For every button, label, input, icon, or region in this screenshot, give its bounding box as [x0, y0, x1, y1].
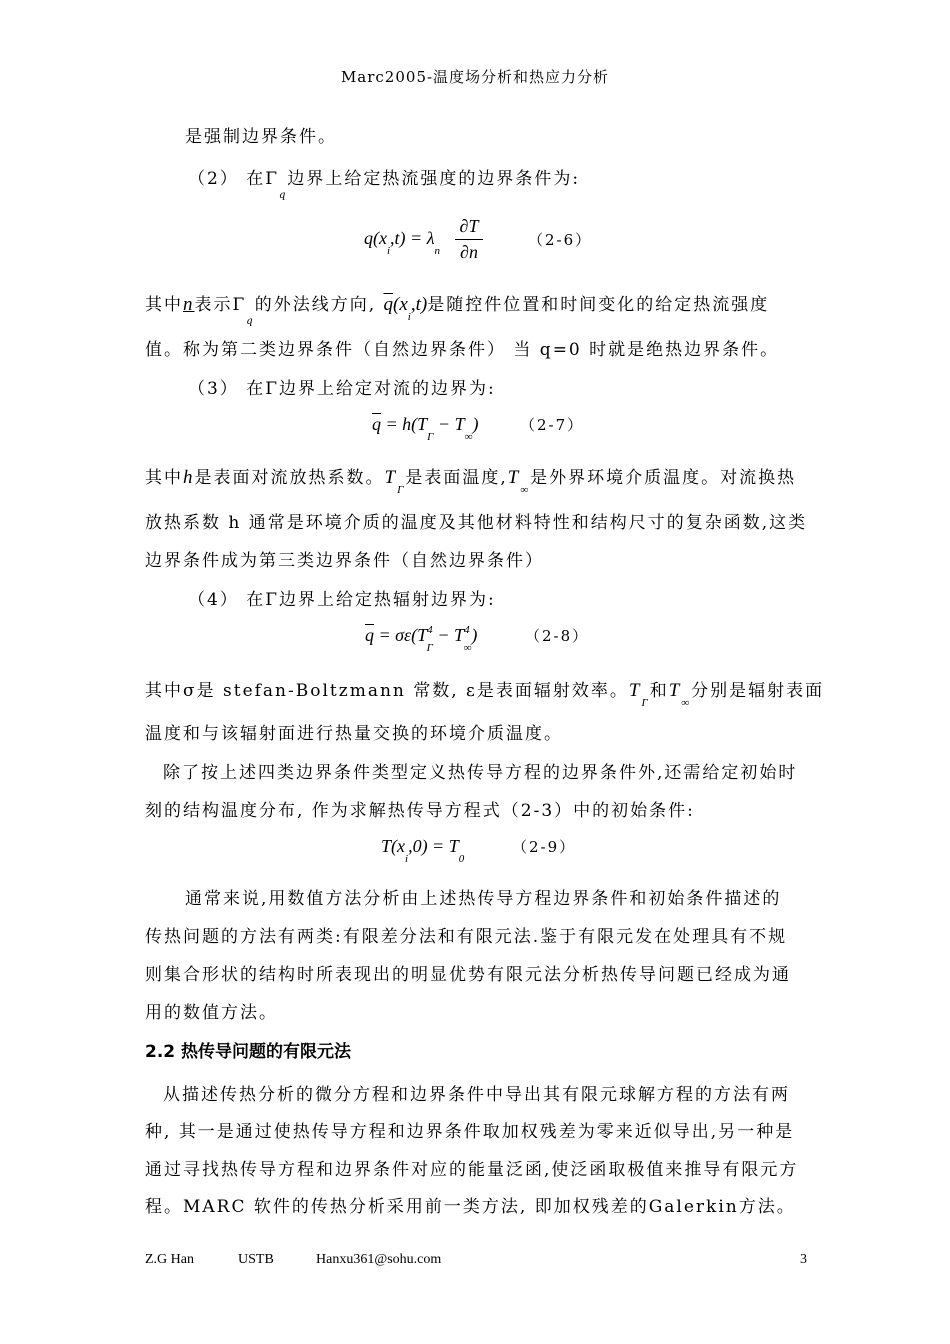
footer-org: USTB — [238, 1252, 274, 1267]
text-line: 通常来说,用数值方法分析由上述热传导方程边界条件和初始条件描述的 — [185, 889, 782, 909]
text-line: 其中n表示$\Gamma_q$的外法线方向, $\overline{q}(x_i,t)$是随控件位置和时间变化的给定热流强度 — [145, 294, 770, 327]
footer-email: Hanxu361@sohu.com — [316, 1252, 442, 1267]
fraction-denominator: ∂n — [460, 242, 478, 262]
text-span: 边界上给定热流强度的边界条件为: — [287, 169, 581, 189]
equation-number: （2-9） — [512, 838, 577, 856]
text-line: 是强制边界条件。 — [185, 127, 337, 147]
text-line: （3） 在Γ边界上给定对流的边界为: — [188, 379, 496, 399]
text-span: 和 — [649, 681, 669, 701]
text-span: 是外界环境介质温度。对流换热 — [530, 468, 797, 488]
text-span: 其中 — [145, 295, 183, 315]
footer-author: Z.G Han — [145, 1252, 194, 1267]
text-line: 则集合形状的结构时所表现出的明显优势有限元法分析热传导问题已经成为通 — [145, 965, 791, 985]
footer-page-number: 3 — [800, 1252, 807, 1267]
text-span: 其中σ是 stefan-Boltzmann 常数, ε是表面辐射效率。 — [145, 681, 629, 701]
text-span: 的外法线方向, — [254, 295, 377, 315]
text-line: 刻的结构温度分布, 作为求解热传导方程式（2-3）中的初始条件: — [145, 801, 695, 821]
text-line: 用的数值方法。 — [145, 1003, 278, 1023]
text-line: （2） 在$\Gamma_q$边界上给定热流强度的边界条件为: — [188, 169, 581, 201]
text-line: 边界条件成为第三类边界条件（自然边界条件） — [145, 551, 544, 571]
text-span: 是表面对流放热系数。 — [194, 468, 385, 488]
text-line: 其中h是表面对流放热系数。$T_\Gamma$是表面温度$,T_\infty$是外界环境介质温度。对流换热 — [145, 467, 797, 496]
equation-number: （2-7） — [520, 416, 585, 434]
text-line: 其中σ是 stefan-Boltzmann 常数, ε是表面辐射效率。$T_\Gamma$和$T_\infty$分别是辐射表面 — [145, 680, 825, 709]
fraction-numerator: ∂T — [459, 216, 479, 236]
equation-number: （2-8） — [525, 627, 590, 645]
text-line: 值。称为第二类边界条件（自然边界条件） 当 q=0 时就是绝热边界条件。 — [145, 340, 780, 360]
text-line: 传热问题的方法有两类:有限差分法和有限元法.鉴于有限元发在处理具有不规 — [145, 927, 788, 947]
text-line: 温度和与该辐射面进行热量交换的环境介质温度。 — [145, 724, 563, 744]
equation-number: （2-6） — [528, 231, 593, 249]
fraction-bar — [455, 239, 483, 240]
equation-2-9: $T(x_i,0) = T_0$ — [381, 836, 465, 865]
text-span: 表示Γ — [194, 295, 247, 315]
text-line: 种, 其一是通过使热传导方程和边界条件取加权残差为零来近似导出,另一种是 — [145, 1122, 795, 1142]
text-line: 放热系数 h 通常是环境介质的温度及其他材料特性和结构尺寸的复杂函数,这类 — [145, 513, 808, 533]
text-span: 是表面温度, — [405, 468, 508, 488]
equation-2-7: $\overline{q} = h(T_\Gamma - T_\infty)$ — [372, 414, 479, 443]
text-span: 是随控件位置和时间变化的给定热流强度 — [427, 295, 770, 315]
equation-2-8: $\overline{q} = \sigma\varepsilon(T^4_\Gamma - T^4_\infty)$ — [365, 624, 478, 654]
text-line: 程。MARC 软件的传热分析采用前一类方法, 即加权残差的Galerkin方法。 — [145, 1197, 796, 1217]
running-header: Marc2005-温度场分析和热应力分析 — [340, 68, 610, 86]
text-span: 其中 — [145, 468, 183, 488]
text-span: 分别是辐射表面 — [691, 681, 825, 701]
text-span: （2） 在Γ — [188, 169, 280, 189]
text-line: 从描述传热分析的微分方程和边界条件中导出其有限元球解方程的方法有两 — [163, 1085, 790, 1105]
section-heading: 2.2 热传导问题的有限元法 — [145, 1042, 352, 1062]
text-line: 除了按上述四类边界条件类型定义热传导方程的边界条件外,还需给定初始时 — [163, 763, 798, 783]
text-line: 通过寻找热传导方程和边界条件对应的能量泛函,使泛函取极值来推导有限元方 — [145, 1160, 799, 1180]
equation-2-6: $q(x_i,t) = \lambda_n$ — [364, 228, 440, 257]
text-line: （4） 在Γ边界上给定热辐射边界为: — [188, 590, 496, 610]
